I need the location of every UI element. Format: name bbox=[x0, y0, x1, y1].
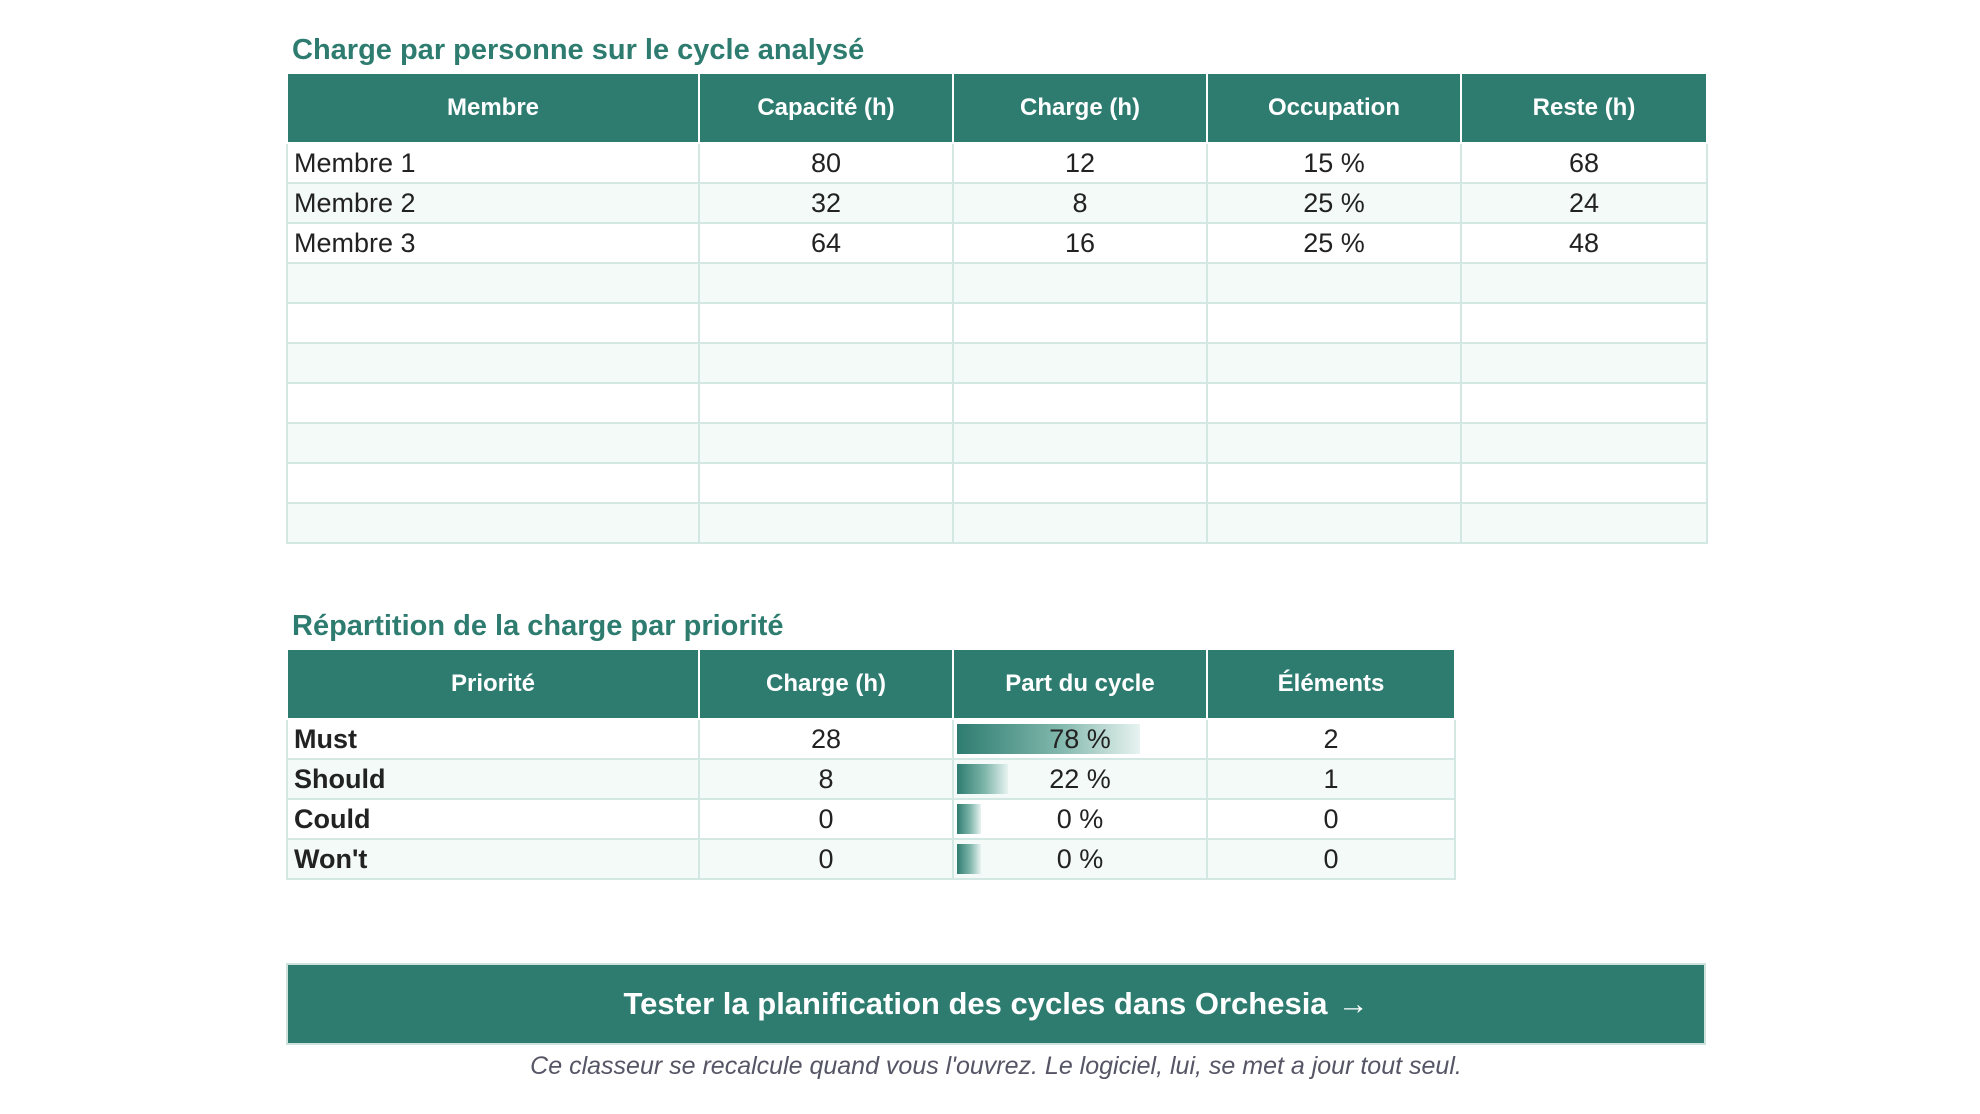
member-charge[interactable]: 16 bbox=[953, 223, 1207, 263]
table-row bbox=[287, 839, 1455, 879]
cycle-share-cell[interactable] bbox=[953, 799, 1207, 839]
empty-cell[interactable] bbox=[953, 343, 1207, 383]
header-items: Éléments bbox=[1207, 649, 1455, 719]
table-row bbox=[287, 719, 1455, 759]
cycle-share-bar bbox=[957, 844, 981, 874]
priority-items[interactable]: 0 bbox=[1207, 799, 1455, 839]
empty-cell[interactable] bbox=[287, 263, 699, 303]
empty-cell[interactable] bbox=[1207, 503, 1461, 543]
empty-cell[interactable] bbox=[699, 263, 953, 303]
member-capacity[interactable]: 64 bbox=[699, 223, 953, 263]
header-member: Membre bbox=[287, 73, 699, 143]
empty-cell[interactable] bbox=[1207, 423, 1461, 463]
priority-charge[interactable]: 0 bbox=[699, 799, 953, 839]
empty-cell[interactable] bbox=[699, 423, 953, 463]
empty-cell[interactable] bbox=[699, 463, 953, 503]
empty-row bbox=[287, 503, 1707, 543]
empty-cell[interactable] bbox=[1461, 303, 1707, 343]
empty-cell[interactable] bbox=[287, 303, 699, 343]
header-cycle-share: Part du cycle bbox=[953, 649, 1207, 719]
empty-cell[interactable] bbox=[287, 463, 699, 503]
empty-cell[interactable] bbox=[287, 503, 699, 543]
table-row bbox=[287, 183, 1707, 223]
priority-charge[interactable]: 0 bbox=[699, 839, 953, 879]
member-capacity[interactable]: 32 bbox=[699, 183, 953, 223]
member-occupation[interactable]: 25 % bbox=[1207, 183, 1461, 223]
empty-cell[interactable] bbox=[287, 383, 699, 423]
cycle-share-bar bbox=[957, 804, 981, 834]
member-load-header-row bbox=[287, 73, 1707, 143]
priority-name[interactable]: Could bbox=[287, 799, 699, 839]
empty-cell[interactable] bbox=[953, 423, 1207, 463]
cycle-share-label: 0 % bbox=[1056, 843, 1104, 874]
cycle-share-bar bbox=[957, 764, 1008, 794]
member-name[interactable]: Membre 1 bbox=[287, 143, 699, 183]
empty-cell[interactable] bbox=[287, 343, 699, 383]
empty-cell[interactable] bbox=[1207, 263, 1461, 303]
empty-cell[interactable] bbox=[287, 423, 699, 463]
cycle-share-label: 22 % bbox=[1049, 763, 1111, 794]
cycle-share-label: 78 % bbox=[1049, 723, 1111, 754]
member-capacity[interactable]: 80 bbox=[699, 143, 953, 183]
empty-row bbox=[287, 423, 1707, 463]
priority-load-table bbox=[286, 648, 1456, 880]
table-row bbox=[287, 799, 1455, 839]
priority-items[interactable]: 1 bbox=[1207, 759, 1455, 799]
empty-cell[interactable] bbox=[1207, 343, 1461, 383]
member-charge[interactable]: 8 bbox=[953, 183, 1207, 223]
arrow-right-icon: → bbox=[1337, 986, 1369, 1021]
priority-name[interactable]: Won't bbox=[287, 839, 699, 879]
empty-row bbox=[287, 383, 1707, 423]
empty-cell[interactable] bbox=[699, 383, 953, 423]
empty-cell[interactable] bbox=[1207, 463, 1461, 503]
empty-cell[interactable] bbox=[699, 503, 953, 543]
member-name[interactable]: Membre 3 bbox=[287, 223, 699, 263]
cycle-share-label: 0 % bbox=[1056, 803, 1104, 834]
empty-row bbox=[287, 463, 1707, 503]
header-capacity: Capacité (h) bbox=[699, 73, 953, 143]
empty-cell[interactable] bbox=[1461, 383, 1707, 423]
empty-cell[interactable] bbox=[953, 463, 1207, 503]
header-charge: Charge (h) bbox=[953, 73, 1207, 143]
empty-cell[interactable] bbox=[953, 303, 1207, 343]
empty-cell[interactable] bbox=[1207, 303, 1461, 343]
priority-items[interactable]: 0 bbox=[1207, 839, 1455, 879]
member-occupation[interactable]: 15 % bbox=[1207, 143, 1461, 183]
table-row bbox=[287, 759, 1455, 799]
priority-name[interactable]: Must bbox=[287, 719, 699, 759]
footnote: Ce classeur se recalcule quand vous l'ouvrez. Le logiciel, lui, se met a jour tout seul. bbox=[530, 1052, 1462, 1080]
priority-load-title: Répartition de la charge par priorité bbox=[292, 610, 784, 642]
table-row bbox=[287, 223, 1707, 263]
header-remaining: Reste (h) bbox=[1461, 73, 1707, 143]
empty-cell[interactable] bbox=[1461, 263, 1707, 303]
priority-items[interactable]: 2 bbox=[1207, 719, 1455, 759]
member-charge[interactable]: 12 bbox=[953, 143, 1207, 183]
member-name[interactable]: Membre 2 bbox=[287, 183, 699, 223]
member-remaining[interactable]: 24 bbox=[1461, 183, 1707, 223]
empty-row bbox=[287, 263, 1707, 303]
member-remaining[interactable]: 48 bbox=[1461, 223, 1707, 263]
empty-cell[interactable] bbox=[953, 503, 1207, 543]
priority-name[interactable]: Should bbox=[287, 759, 699, 799]
cycle-share-cell[interactable] bbox=[953, 759, 1207, 799]
member-occupation[interactable]: 25 % bbox=[1207, 223, 1461, 263]
cycle-share-cell[interactable] bbox=[953, 839, 1207, 879]
cycle-share-cell[interactable] bbox=[953, 719, 1207, 759]
priority-charge[interactable]: 28 bbox=[699, 719, 953, 759]
empty-cell[interactable] bbox=[1207, 383, 1461, 423]
empty-cell[interactable] bbox=[953, 383, 1207, 423]
empty-cell[interactable] bbox=[1461, 343, 1707, 383]
empty-row bbox=[287, 303, 1707, 343]
table-row bbox=[287, 143, 1707, 183]
header-occupation: Occupation bbox=[1207, 73, 1461, 143]
empty-cell[interactable] bbox=[953, 263, 1207, 303]
member-load-table bbox=[286, 72, 1708, 544]
header-priority: Priorité bbox=[287, 649, 699, 719]
priority-charge[interactable]: 8 bbox=[699, 759, 953, 799]
member-remaining[interactable]: 68 bbox=[1461, 143, 1707, 183]
empty-cell[interactable] bbox=[699, 303, 953, 343]
header-charge: Charge (h) bbox=[699, 649, 953, 719]
try-orchesia-button[interactable] bbox=[286, 963, 1706, 1045]
member-load-title: Charge par personne sur le cycle analysé bbox=[292, 34, 865, 66]
empty-row bbox=[287, 343, 1707, 383]
priority-load-header-row bbox=[287, 649, 1455, 719]
empty-cell[interactable] bbox=[1461, 503, 1707, 543]
try-orchesia-label: Tester la planification des cycles dans Orchesia bbox=[623, 986, 1328, 1021]
empty-cell[interactable] bbox=[1461, 423, 1707, 463]
empty-cell[interactable] bbox=[699, 343, 953, 383]
empty-cell[interactable] bbox=[1461, 463, 1707, 503]
